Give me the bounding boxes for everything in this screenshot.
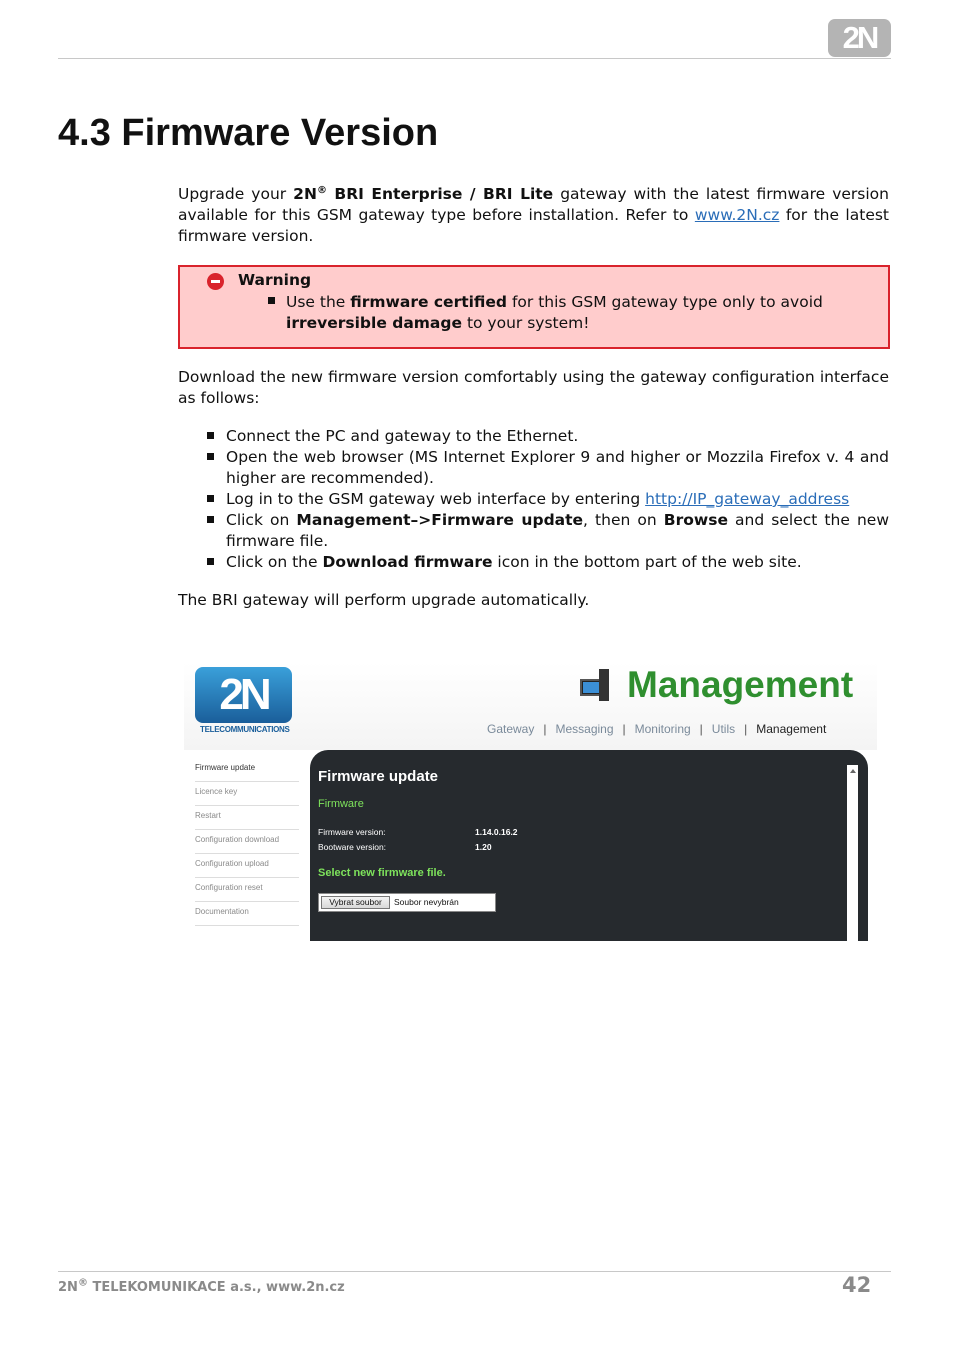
browse-button[interactable]: Vybrat soubor	[321, 896, 390, 909]
warning-title: Warning	[238, 271, 312, 289]
bootware-version-label: Bootware version:	[318, 842, 387, 852]
nav-management[interactable]: Management	[756, 722, 827, 736]
scrollbar[interactable]	[847, 765, 858, 941]
nav-utils[interactable]: Utils	[711, 722, 736, 736]
sidebar-item-configuration-download[interactable]: Configuration download	[195, 830, 299, 854]
footer-divider	[58, 1271, 891, 1272]
warning-box	[178, 265, 890, 349]
download-intro: Download the new firmware version comfortably using the gateway configuration interface as follows:	[178, 368, 889, 407]
list-item: Click on the Download firmware icon in the bottom part of the web site.	[178, 552, 889, 573]
firmware-panel	[310, 750, 868, 941]
bootware-version-value: 1.20	[475, 842, 492, 852]
sidebar-item-documentation[interactable]: Documentation	[195, 902, 299, 926]
no-entry-icon	[207, 273, 224, 290]
www-2n-link[interactable]: www.2N.cz	[694, 206, 780, 224]
computer-icon	[580, 669, 610, 703]
select-file-label: Select new firmware file.	[318, 867, 446, 879]
2n-logo: 2N	[828, 19, 891, 57]
steps-list	[178, 426, 889, 573]
telecom-caption: TELECOMMUNICATIONS	[200, 725, 290, 734]
list-item: Log in to the GSM gateway web interface by entering http://IP_gateway_address	[178, 489, 889, 510]
no-file-text: Soubor nevybrán	[394, 897, 459, 907]
firmware-version-label: Firmware version:	[318, 827, 386, 837]
outro-paragraph: The BRI gateway will perform upgrade automatically.	[178, 591, 590, 609]
nav-messaging[interactable]: Messaging	[555, 722, 614, 736]
sidebar-item-restart[interactable]: Restart	[195, 806, 299, 830]
page-title: 4.3 Firmware Version	[58, 112, 439, 154]
footer-company: 2N® TELEKOMUNIKACE a.s., www.2n.cz	[58, 1277, 345, 1295]
panel-title: Firmware update	[318, 768, 439, 785]
list-item: Connect the PC and gateway to the Ethernet.	[178, 426, 889, 447]
management-title: Management	[627, 664, 854, 705]
panel-subtitle: Firmware	[318, 798, 364, 810]
list-item: Open the web browser (MS Internet Explorer 9 and higher or Mozzila Firefox v. 4 and higher are recommended).	[178, 447, 889, 489]
file-input[interactable]	[318, 893, 496, 912]
list-item: Click on Management–>Firmware update, then on Browse and select the new firmware file.	[178, 510, 889, 552]
nav-gateway[interactable]: Gateway	[487, 722, 535, 736]
sidebar-item-firmware-update[interactable]: Firmware update	[195, 758, 299, 782]
sidebar-item-licence-key[interactable]: Licence key	[195, 782, 299, 806]
page-number: 42	[842, 1273, 872, 1297]
2n-telecom-logo: 2N	[195, 667, 292, 723]
top-nav: Gateway | Messaging | Monitoring | Utils | Management	[487, 722, 827, 736]
ip-gateway-link[interactable]: http://IP_gateway_address	[645, 490, 850, 508]
nav-monitoring[interactable]: Monitoring	[634, 722, 691, 736]
intro-paragraph: Upgrade your 2N® BRI Enterprise / BRI Lite gateway with the latest firmware version available for this GSM gateway type before installation. Refer to www.2N.cz for the latest firmware version.	[178, 184, 890, 245]
header-divider	[58, 58, 891, 59]
firmware-version-value: 1.14.0.16.2	[475, 827, 518, 837]
sidebar	[195, 758, 299, 926]
warning-text: Use the firmware certified for this GSM gateway type only to avoid irreversible damage to your system!	[286, 293, 823, 332]
bullet-icon	[268, 297, 275, 304]
sidebar-item-configuration-reset[interactable]: Configuration reset	[195, 878, 299, 902]
management-screenshot	[184, 662, 877, 941]
sidebar-item-configuration-upload[interactable]: Configuration upload	[195, 854, 299, 878]
